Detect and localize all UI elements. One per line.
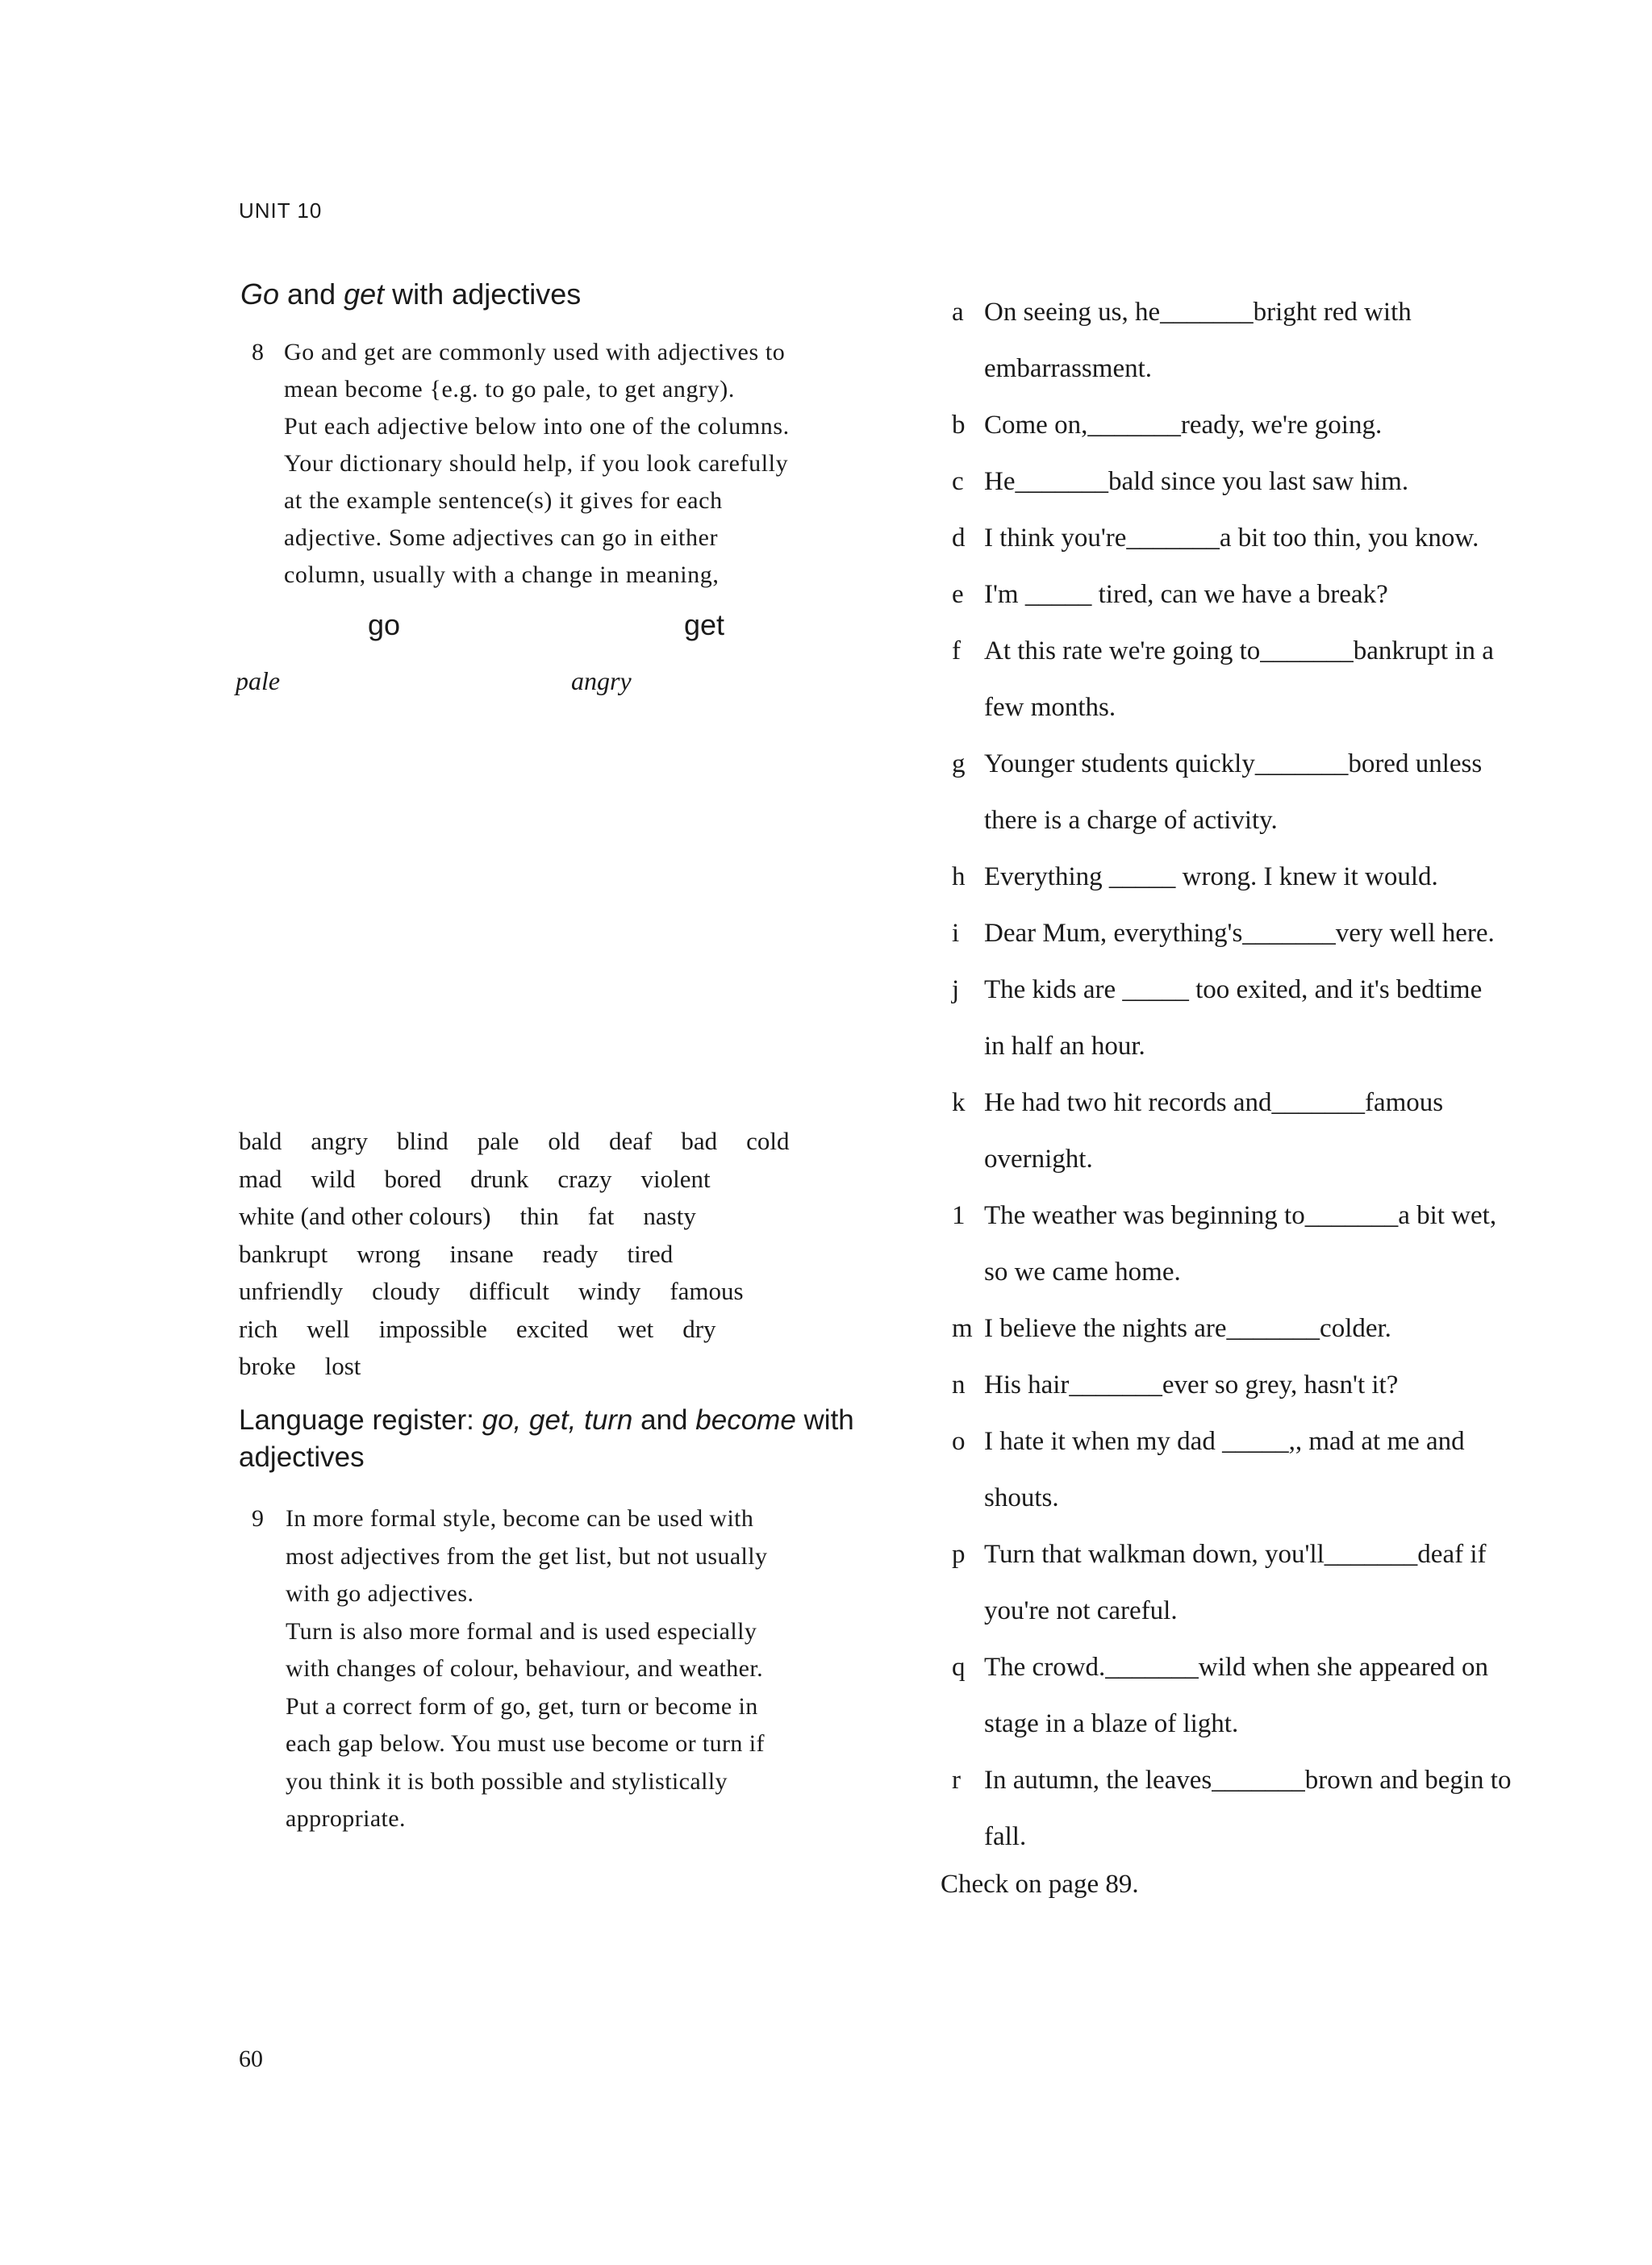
sentence-line: Younger students quickly_______bored unless <box>984 749 1483 778</box>
sentence-line: fall. <box>984 1822 1027 1851</box>
sentence-line: In autumn, the leaves_______brown and begin to <box>984 1766 1512 1795</box>
heading-prefix: Language register: <box>239 1404 482 1436</box>
word-row <box>239 1198 852 1236</box>
sentence-item <box>952 510 1613 566</box>
word-row <box>239 1311 852 1349</box>
exercise-number: 9 <box>252 1505 265 1532</box>
column-heading-go: go <box>368 608 401 641</box>
instruction-line: mean become {e.g. to go pale, to get angry). <box>284 376 735 403</box>
sentence-line: The crowd._______wild when she appeared on <box>984 1653 1488 1682</box>
word-bank <box>239 1123 852 1386</box>
heading-rest: with adjectives <box>384 277 582 311</box>
word: broke <box>239 1352 296 1380</box>
check-reference: Check on page 89. <box>941 1870 1139 1899</box>
sentence-line: Everything _____ wrong. I knew it would. <box>984 862 1438 891</box>
word: rich <box>239 1314 278 1343</box>
word: mad <box>239 1164 282 1193</box>
sentence-line: few months. <box>984 693 1116 722</box>
word: well <box>307 1314 350 1343</box>
instruction-line: at the example sentence(s) it gives for each <box>284 487 723 514</box>
sentence-item <box>952 566 1613 623</box>
word: wrong <box>357 1239 421 1268</box>
page-number: 60 <box>239 2046 263 2072</box>
word: dry <box>682 1314 716 1343</box>
instruction-line: with changes of colour, behaviour, and weather. <box>286 1655 764 1682</box>
exercise-9 <box>252 1500 881 1838</box>
sentence-line: shouts. <box>984 1483 1059 1512</box>
word: drunk <box>470 1164 529 1193</box>
word: pale <box>477 1127 519 1155</box>
heading-and: and <box>279 277 344 311</box>
instruction-line: with go adjectives. <box>286 1580 474 1607</box>
sentence-line: The kids are _____ too exited, and it's bedtime <box>984 975 1483 1004</box>
sentence-item <box>952 397 1613 453</box>
sentence-line: I think you're_______a bit too thin, you know. <box>984 523 1479 553</box>
word: old <box>548 1127 580 1155</box>
heading-get: get <box>344 277 385 311</box>
instruction-line: Turn is also more formal and is used especially <box>286 1617 757 1645</box>
word: bankrupt <box>239 1239 328 1268</box>
word: lost <box>324 1352 361 1380</box>
instruction-line: Put each adjective below into one of the columns. <box>284 413 790 440</box>
word: bored <box>384 1164 442 1193</box>
sentence-line: I'm _____ tired, can we have a break? <box>984 580 1388 609</box>
word: wild <box>311 1164 356 1193</box>
section-heading-go-get <box>240 277 581 311</box>
word: windy <box>578 1277 641 1305</box>
word: impossible <box>378 1314 487 1343</box>
word: ready <box>542 1239 599 1268</box>
instruction-line: column, usually with a change in meaning, <box>284 561 720 588</box>
word: white (and other colours) <box>239 1202 491 1230</box>
heading-go: Go <box>240 277 280 311</box>
sentence-line: there is a charge of activity. <box>984 806 1278 835</box>
sentence-line: overnight. <box>984 1145 1093 1174</box>
sentence-letter: o <box>952 1427 966 1456</box>
word: deaf <box>608 1127 653 1155</box>
word: cold <box>746 1127 790 1155</box>
unit-label: UNIT 10 <box>239 198 323 223</box>
sentence-item <box>952 1639 1613 1752</box>
sentence-line: Dear Mum, everything's_______very well here. <box>984 919 1495 948</box>
get-column-example: angry <box>571 666 632 695</box>
word: bald <box>239 1127 282 1155</box>
sentence-letter: a <box>952 298 964 327</box>
heading-rest: with adjectives <box>239 1404 854 1473</box>
heading-verbs: go, get, turn <box>482 1404 633 1436</box>
sentence-line: His hair_______ever so grey, hasn't it? <box>984 1370 1399 1399</box>
word-row <box>239 1161 852 1199</box>
sentence-item <box>952 1300 1613 1357</box>
go-column-example: pale <box>236 666 281 695</box>
word: nasty <box>643 1202 696 1230</box>
sentence-item <box>952 736 1613 849</box>
instruction-line: adjective. Some adjectives can go in either <box>284 524 719 551</box>
sentence-line: He had two hit records and_______famous <box>984 1088 1444 1117</box>
word-row <box>239 1348 852 1386</box>
sentence-line: you're not careful. <box>984 1596 1178 1625</box>
sentence-item <box>952 1526 1613 1639</box>
sentence-item <box>952 1187 1613 1300</box>
sentence-line: I hate it when my dad _____,, mad at me and <box>984 1427 1465 1456</box>
sentence-letter: p <box>952 1540 966 1569</box>
sentence-item <box>952 849 1613 905</box>
instruction-line: In more formal style, become can be used with <box>286 1505 754 1532</box>
instruction-line: Your dictionary should help, if you look carefully <box>284 450 789 477</box>
word-row <box>239 1236 852 1274</box>
word: thin <box>519 1202 559 1230</box>
sentence-letter: b <box>952 411 966 440</box>
sentence-item <box>952 453 1613 510</box>
heading-and: and <box>632 1404 696 1436</box>
sentence-line: so we came home. <box>984 1258 1181 1287</box>
sentence-letter: f <box>952 636 961 665</box>
sentence-item <box>952 1752 1613 1865</box>
sentence-letter: r <box>952 1766 961 1795</box>
word: fat <box>587 1202 615 1230</box>
word-row <box>239 1273 852 1311</box>
sentence-line: stage in a blaze of light. <box>984 1709 1239 1738</box>
word: excited <box>515 1314 589 1343</box>
sentence-letter: e <box>952 580 964 609</box>
section-heading-language-register <box>239 1402 868 1476</box>
sentence-item <box>952 284 1613 397</box>
exercise-9-instructions <box>286 1500 881 1838</box>
sentence-line: On seeing us, he_______bright red with <box>984 298 1412 327</box>
sentence-item <box>952 961 1613 1074</box>
sentence-line: Come on,_______ready, we're going. <box>984 411 1383 440</box>
exercise-number: 8 <box>252 339 265 365</box>
sentence-letter: n <box>952 1370 966 1399</box>
word-row <box>239 1123 852 1161</box>
sentence-letter: i <box>952 919 960 948</box>
sentence-letter: m <box>952 1314 973 1343</box>
sentence-letter: h <box>952 862 966 891</box>
sentence-letter: d <box>952 523 966 553</box>
word: insane <box>449 1239 514 1268</box>
instruction-line: most adjectives from the get list, but not usually <box>286 1542 768 1570</box>
sentence-line: The weather was beginning to_______a bit wet, <box>984 1201 1497 1230</box>
word: bad <box>681 1127 718 1155</box>
heading-become: become <box>695 1404 796 1436</box>
word: blind <box>396 1127 448 1155</box>
instruction-line: you think it is both possible and stylistically <box>286 1767 728 1795</box>
sentence-letter: k <box>952 1088 966 1117</box>
sentence-letter: 1 <box>952 1201 966 1230</box>
sentence-letter: c <box>952 467 964 496</box>
exercise-8 <box>252 334 881 594</box>
sentence-letter: q <box>952 1653 966 1682</box>
word: angry <box>311 1127 368 1155</box>
word: wet <box>617 1314 654 1343</box>
sentence-item <box>952 1357 1613 1413</box>
sentence-letter: g <box>952 749 966 778</box>
sentence-line: I believe the nights are_______colder. <box>984 1314 1391 1343</box>
sentence-line: in half an hour. <box>984 1032 1145 1061</box>
column-heading-get: get <box>684 608 725 641</box>
sentence-line: embarrassment. <box>984 354 1153 383</box>
instruction-line: each gap below. You must use become or turn if <box>286 1730 765 1757</box>
sentence-item <box>952 1413 1613 1526</box>
instruction-line: Go and get are commonly used with adjectives to <box>284 339 786 365</box>
sentence-item <box>952 1074 1613 1187</box>
instruction-line: appropriate. <box>286 1805 406 1832</box>
gap-fill-sentences <box>952 284 1613 1865</box>
instruction-line: Put a correct form of go, get, turn or become in <box>286 1692 758 1720</box>
sentence-line: He_______bald since you last saw him. <box>984 467 1409 496</box>
sentence-letter: j <box>952 975 960 1004</box>
word: crazy <box>557 1164 612 1193</box>
sentence-line: Turn that walkman down, you'll_______deaf if <box>984 1540 1487 1569</box>
exercise-8-instructions <box>284 334 881 594</box>
word: violent <box>640 1164 711 1193</box>
word: famous <box>670 1277 744 1305</box>
word: unfriendly <box>239 1277 344 1305</box>
sentence-item <box>952 623 1613 736</box>
sentence-item <box>952 905 1613 961</box>
word: difficult <box>469 1277 549 1305</box>
word: tired <box>627 1239 674 1268</box>
sentence-line: At this rate we're going to_______bankrupt in a <box>984 636 1494 665</box>
word: cloudy <box>372 1277 440 1305</box>
